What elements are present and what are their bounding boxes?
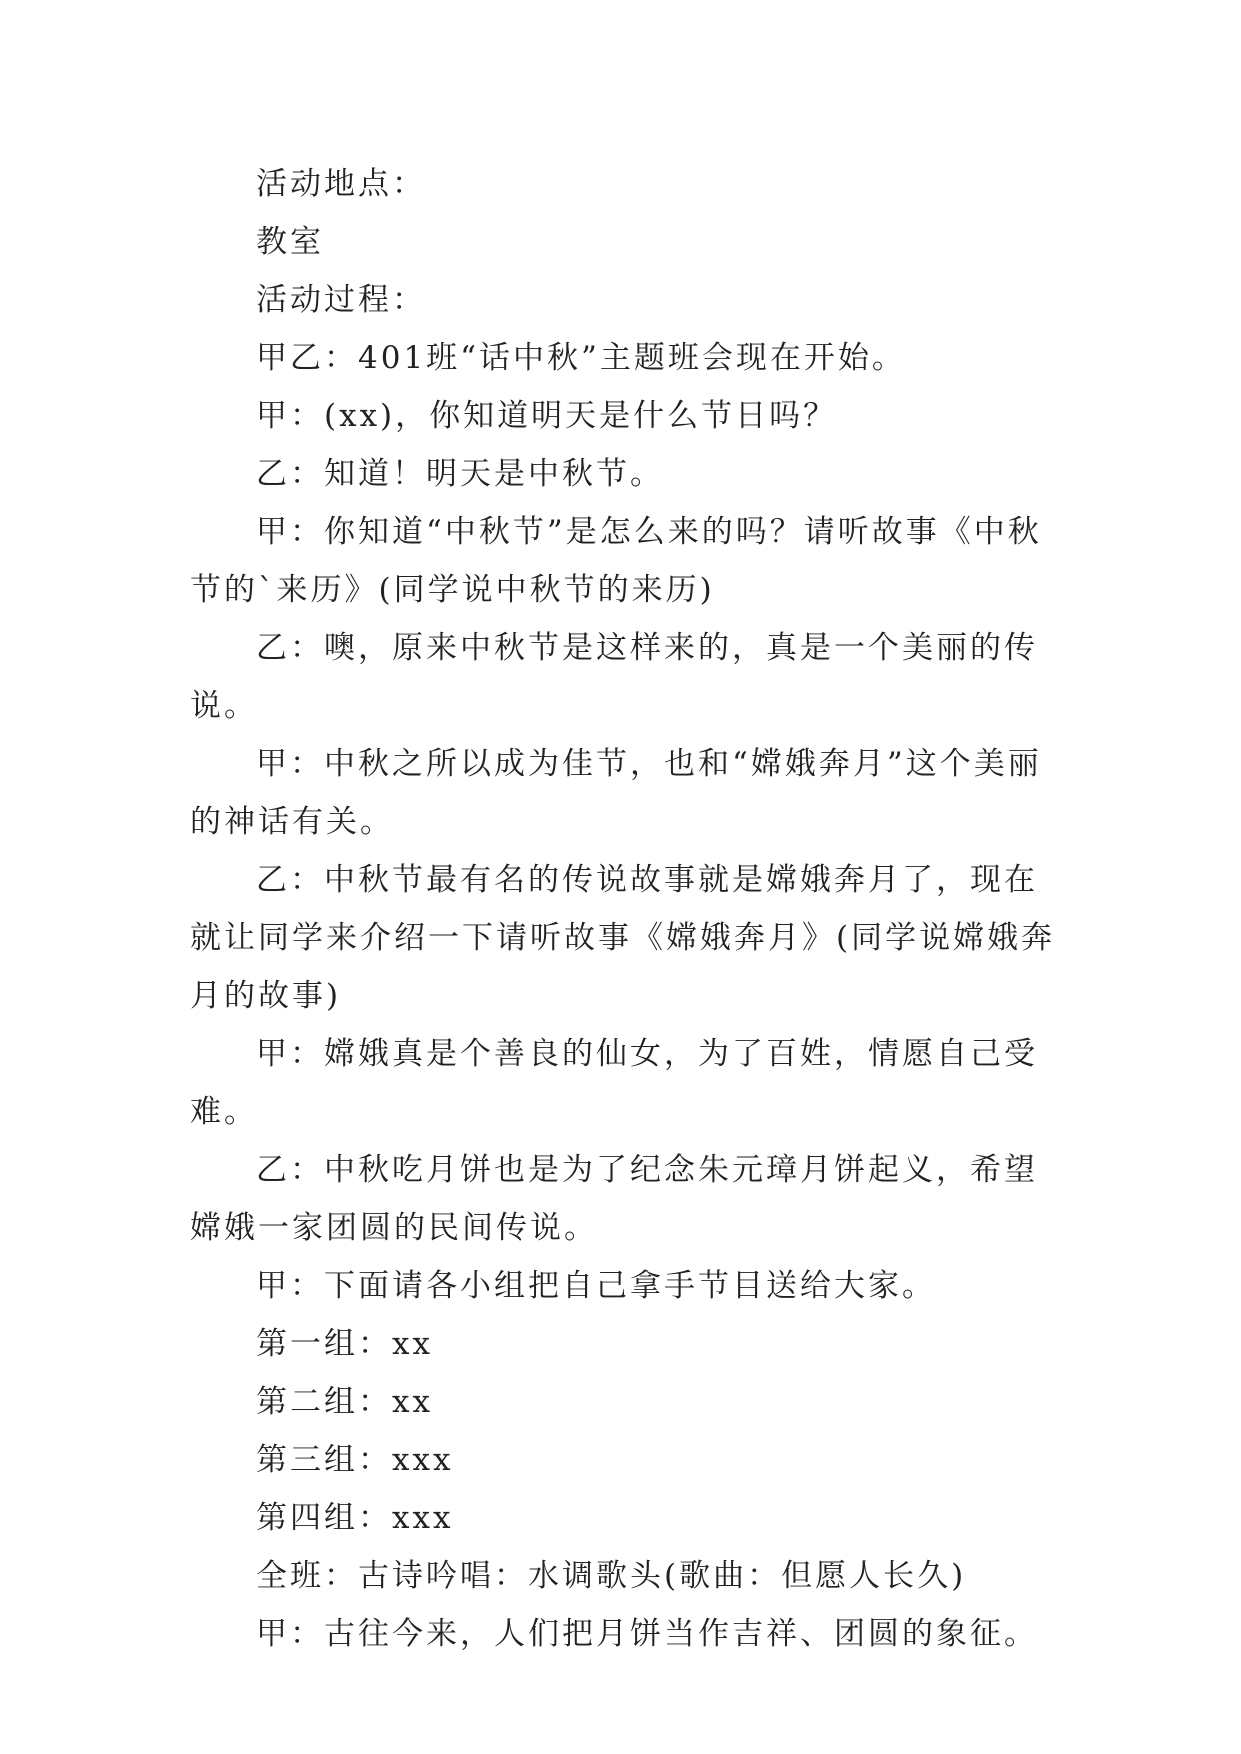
- paragraph-activity-location-label: 活动地点：: [256, 166, 426, 202]
- paragraph-change-story: 乙：中秋节最有名的传说故事就是嫦娥奔月了，现在就让同学来介绍一下请听故事《嫦娥奔月》(同学说嫦娥奔月的故事): [190, 862, 1056, 1014]
- paragraph-classroom: 教室: [256, 224, 324, 260]
- document-body: [190, 155, 1060, 1663]
- paragraph-answer-festival: 乙：知道！明天是中秋节。: [256, 456, 664, 492]
- paragraph-question-festival: 甲：(xx)，你知道明天是什么节日吗？: [256, 398, 838, 434]
- paragraph-group-one: 第一组：xx: [256, 1326, 433, 1362]
- paragraph-whole-class: 全班：古诗吟唱：水调歌头(歌曲：但愿人长久): [256, 1558, 967, 1594]
- paragraph-activity-process-label: 活动过程：: [256, 282, 426, 318]
- paragraph-change-myth: 甲：中秋之所以成为佳节，也和“嫦娥奔月”这个美丽的神话有关。: [190, 746, 1042, 840]
- paragraph-mooncake-symbol: 甲：古往今来，人们把月饼当作吉祥、团圆的象征。: [256, 1616, 1038, 1652]
- paragraph-group-two: 第二组：xx: [256, 1384, 433, 1420]
- paragraph-origin-story: 甲：你知道“中秋节”是怎么来的吗？请听故事《中秋节的`来历》(同学说中秋节的来历): [190, 514, 1042, 608]
- paragraph-group-four: 第四组：xxx: [256, 1500, 454, 1536]
- paragraph-kind-fairy: 甲：嫦娥真是个善良的仙女，为了百姓，情愿自己受难。: [190, 1036, 1038, 1130]
- paragraph-group-programs: 甲：下面请各小组把自己拿手节目送给大家。: [256, 1268, 936, 1304]
- paragraph-beautiful-legend: 乙：噢，原来中秋节是这样来的，真是一个美丽的传说。: [190, 630, 1038, 724]
- paragraph-group-three: 第三组：xxx: [256, 1442, 454, 1478]
- paragraph-opening: 甲乙：401班“话中秋”主题班会现在开始。: [256, 340, 906, 376]
- paragraph-mooncake-legend: 乙：中秋吃月饼也是为了纪念朱元璋月饼起义，希望嫦娥一家团圆的民间传说。: [190, 1152, 1038, 1246]
